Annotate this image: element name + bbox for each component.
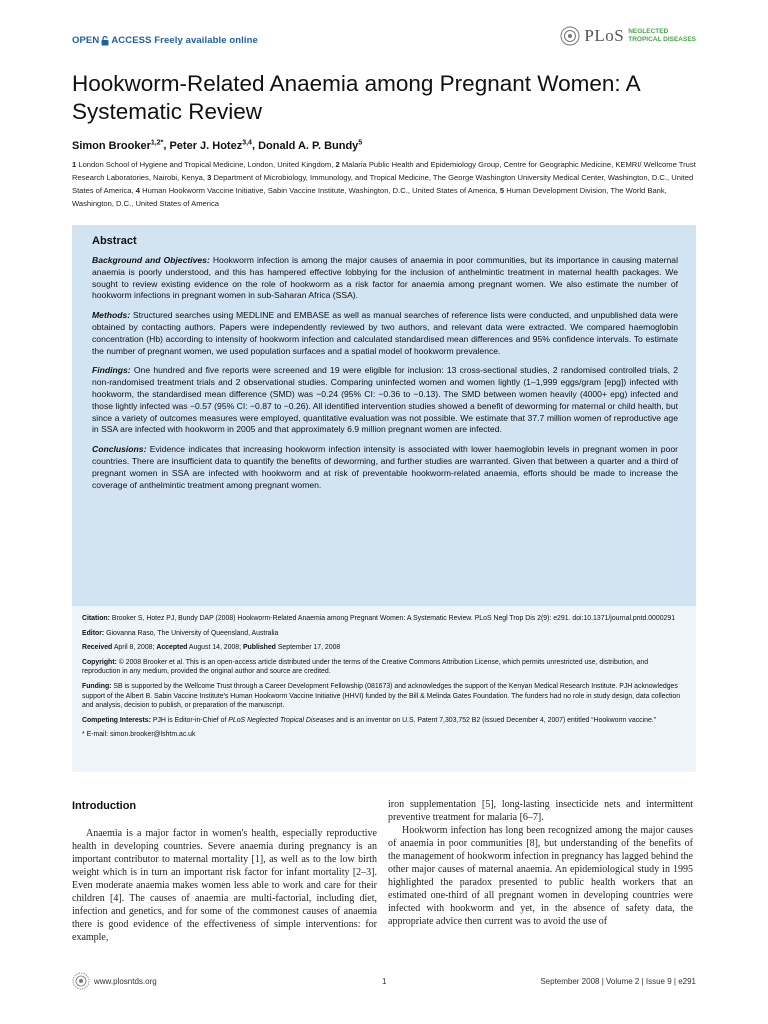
introduction-heading: Introduction <box>72 800 137 812</box>
affil-4-text: Human Hookworm Vaccine Initiative, Sabin Vaccine Institute, Washington, D.C., United States of America, <box>142 186 498 195</box>
citation-label: Citation: <box>82 615 110 622</box>
issue-info: September 2008 | Volume 2 | Issue 9 | e291 <box>540 977 696 986</box>
abstract-conclusions <box>92 444 678 491</box>
received-label: Received <box>82 644 113 652</box>
affil-5-num: 5 <box>499 186 505 195</box>
abstract-background-lead: Background and Objectives: <box>92 255 210 265</box>
author-3-name: Donald A. P. Bundy <box>258 139 359 152</box>
editor-label: Editor: <box>82 629 105 637</box>
abstract-background <box>92 255 678 302</box>
affil-5-text: Human Development Division, The World Bank, Washington, D.C., United States of America <box>72 186 667 208</box>
accepted-label: Accepted <box>156 644 188 652</box>
page-number: 1 <box>382 977 387 986</box>
abstract-conclusions-lead: Conclusions: <box>92 444 147 455</box>
open-access-badge[interactable] <box>72 35 258 46</box>
affil-1-num: 1 <box>72 160 77 169</box>
page-footer <box>72 972 696 992</box>
affil-3-text: Department of Microbiology, Immunology, and Tropical Medicine, The George Washington University Medical Center, Washington, D.C., United States of America, <box>72 173 694 195</box>
affil-2-text: Malaria Public Health and Epidemiology Group, Centre for Geographic Medicine, KEMRI/ Wellcome Trust Research Laboratories, Nairobi, Kenya, <box>72 160 696 182</box>
published-label: Published <box>242 644 276 652</box>
author-3[interactable] <box>258 140 362 152</box>
editor <box>82 629 686 639</box>
copyright-text: © 2008 Brooker et al. This is an open-access article distributed under the terms of the Creative Commons Attribution License, which permits unrestricted use, distribution, and reproduction in any medium, provided the original author and source are credited. <box>82 658 649 676</box>
affil-2-num: 2 <box>335 160 340 169</box>
received-date: April 8, 2008; <box>113 644 155 652</box>
abstract-findings <box>92 365 678 436</box>
plos-logo-icon <box>560 26 580 46</box>
copyright-label: Copyright: <box>82 658 117 666</box>
article-title: Hookworm-Related Anaemia among Pregnant Women: A Systematic Review <box>72 71 640 124</box>
affil-1-text: London School of Hygiene and Tropical Medicine, London, United Kingdom, <box>78 160 334 169</box>
abstract-findings-lead: Findings: <box>92 365 131 376</box>
abstract-conclusions-text: Evidence indicates that increasing hookworm infection intensity is associated with lower haemoglobin levels in pregnant women in poor countries. There are insufficient data to quantify the benefits of deworming, and further studies are warranted. Given that between a quarter and a third of pregnant women in SSA are infected with hookworm and at risk of preventable hookworm-related anaemia, efforts should be made to increase the coverage of anthelmintic treatment among pregnant women. <box>92 444 679 490</box>
abstract-heading: Abstract <box>92 235 137 247</box>
funding-text: SB is supported by the Wellcome Trust through a Career Development Fellowship (081673) and acknowledges the support of the Kenyan Medical Research Institute. PJH acknowledges support of the Albert B. Sabin Vaccine Institute's Human Hookworm Vaccine Initiative (HHVI) funded by the Bill & Melinda Gates Foundation. The funders had no role in study design, data collection and analysis, decision to publish, or preparation of the manuscript. <box>82 682 681 710</box>
affiliations <box>72 158 698 210</box>
email-link[interactable]: * E-mail: simon.brooker@lshtm.ac.uk <box>82 731 196 739</box>
intro-paragraph-1: Anaemia is a major factor in women's health, especially reproductive health in developing countries. Severe anaemia during pregnancy is an important contributor to maternal mortality [1], as well as to the low birth weight which is in turn an important risk factor for infant mortality [2–3]. Even moderate anaemia makes women less able to work and care for their children [4]. The causes of anaemia are multi-factorial, including diet, infection and genetics, and for some of the commonest causes of anaemia there is good evidence of the effectiveness of simple interventions: for example, <box>72 828 377 943</box>
journal-header <box>72 26 696 54</box>
author-1[interactable] <box>72 140 163 152</box>
affil-4-num: 4 <box>135 186 140 195</box>
funding <box>82 682 686 711</box>
accepted-date: August 14, 2008; <box>188 644 242 652</box>
open-access-label: OPEN <box>72 35 100 46</box>
citation <box>82 614 686 624</box>
intro-paragraph-2: Hookworm infection has long been recognized among the major causes of anaemia in poor communities [8], but understanding of the benefits of the management of hookworm infection in pregnancy has lagged behind the other major causes of maternal anaemia. An epidemiological study in 1995 highlighted the paradox presented to public health workers that an estimated one-third of all pregnant women in developing countries were infected with hookworm and yet, in the absence of safety data, the appropriate advice then current was to avoid the use of <box>388 825 693 927</box>
body-left-column <box>72 800 377 944</box>
affil-3-num: 3 <box>207 173 212 182</box>
competing-interests <box>82 716 686 726</box>
competing-text-2: and is an inventor on U.S. Patent 7,303,752 B2 (issued December 4, 2007) entitled “Hookworm vaccine.” <box>336 716 657 724</box>
author-list: Simon Brooker$^{1,2*}$, Peter J. Hotez$^{3,4}$, Donald A. P. Bundy$^5$ <box>72 139 363 152</box>
dates <box>82 643 686 653</box>
published-date: September 17, 2008 <box>277 644 341 652</box>
author-1-name: Simon Brooker <box>72 139 151 152</box>
competing-journal: PLoS Neglected Tropical Diseases <box>228 716 335 724</box>
journal-name <box>628 28 696 44</box>
abstract-background-text: Hookworm infection is among the major causes of anaemia in poor communities, but its importance in causing maternal anaemia is poorly understood, and this has hampered effective lobbying for the inclusion of anthelmintic treatment in maternal health packages. We sought to review existing evidence on the role of hookworm as a risk factor for anaemia among pregnant women. We also estimate the number of hookworm infections in pregnant women in sub-Saharan Africa (SSA). <box>92 255 678 301</box>
abstract-box <box>72 225 696 606</box>
citation-text[interactable]: Brooker S, Hotez PJ, Bundy DAP (2008) Hookworm-Related Anaemia among Pregnant Women: A Systematic Review. PLoS Negl Trop Dis 2(9): e291. doi:10.1371/journal.pntd.0000291 <box>111 615 676 622</box>
abstract-methods <box>92 310 678 357</box>
author-2-name: Peter J. Hotez <box>169 139 243 152</box>
footer-url[interactable]: www.plosntds.org <box>94 977 157 986</box>
competing-text-1: PJH is Editor-in-Chief of <box>152 716 227 724</box>
journal-line-1: NEGLECTED <box>628 28 669 35</box>
competing-label: Competing Interests: <box>82 716 151 724</box>
abstract-methods-lead: Methods: <box>92 310 131 321</box>
open-lock-icon <box>101 36 109 46</box>
author-3-sup: 5 <box>358 139 363 146</box>
author-1-sup: 1,2* <box>150 139 164 146</box>
plos-logo[interactable] <box>560 26 696 46</box>
article-metadata <box>72 606 696 772</box>
publisher-name: PLoS <box>584 26 625 45</box>
plos-footer-logo-icon <box>72 972 90 990</box>
intro-paragraph-continued: iron supplementation [5], long-lasting insecticide nets and intermittent preventive treatment for malaria [6–7]. <box>388 799 693 823</box>
abstract-findings-text: One hundred and five reports were screened and 19 were eligible for inclusion: 13 cross-sectional studies, 2 randomised controlled trials, 2 non-randomised treatment trials and 2 observational studies. Comparing uninfected women and women lightly (1–1,999 eggs/gram [epg]) infected with hookworm, the standardised mean difference (SMD) was −0.24 (95% CI: −0.36 to −0.13). The SMD between women heavily (4000+ epg) infected and those lightly infected was −0.57 (95% CI: −0.87 to −0.26). All identified intervention studies showed a benefit of deworming for maternal or child health, but since a variety of outcomes measures were employed, quantitative evaluation was not possible. We estimate that 37.7 million women of reproductive age in SSA are infected with hookworm in 2005 and that approximately 6.9 million pregnant women are infected. <box>92 365 678 435</box>
author-2[interactable] <box>169 140 251 152</box>
abstract-methods-text: Structured searches using MEDLINE and EMBASE as well as manual searches of reference lists were conducted, and unpublished data were obtained by contacting authors. Papers were independently reviewed by two authors, and relevant data were extracted. We compared haemoglobin concentration (Hb) according to intensity of hookworm infection and calculated standardised mean differences and 95% confidence intervals. To estimate the number of pregnant women, we used population surfaces and a spatial model of hookworm prevalence. <box>92 310 678 356</box>
body-right-column <box>388 798 693 928</box>
email <box>82 730 686 740</box>
access-text: ACCESS Freely available online <box>111 35 258 46</box>
author-2-sup: 3,4 <box>242 139 252 146</box>
copyright <box>82 658 686 677</box>
journal-line-2: TROPICAL DISEASES <box>628 36 696 43</box>
editor-text: Giovanna Raso, The University of Queensland, Australia <box>106 629 279 637</box>
funding-label: Funding: <box>82 682 112 690</box>
